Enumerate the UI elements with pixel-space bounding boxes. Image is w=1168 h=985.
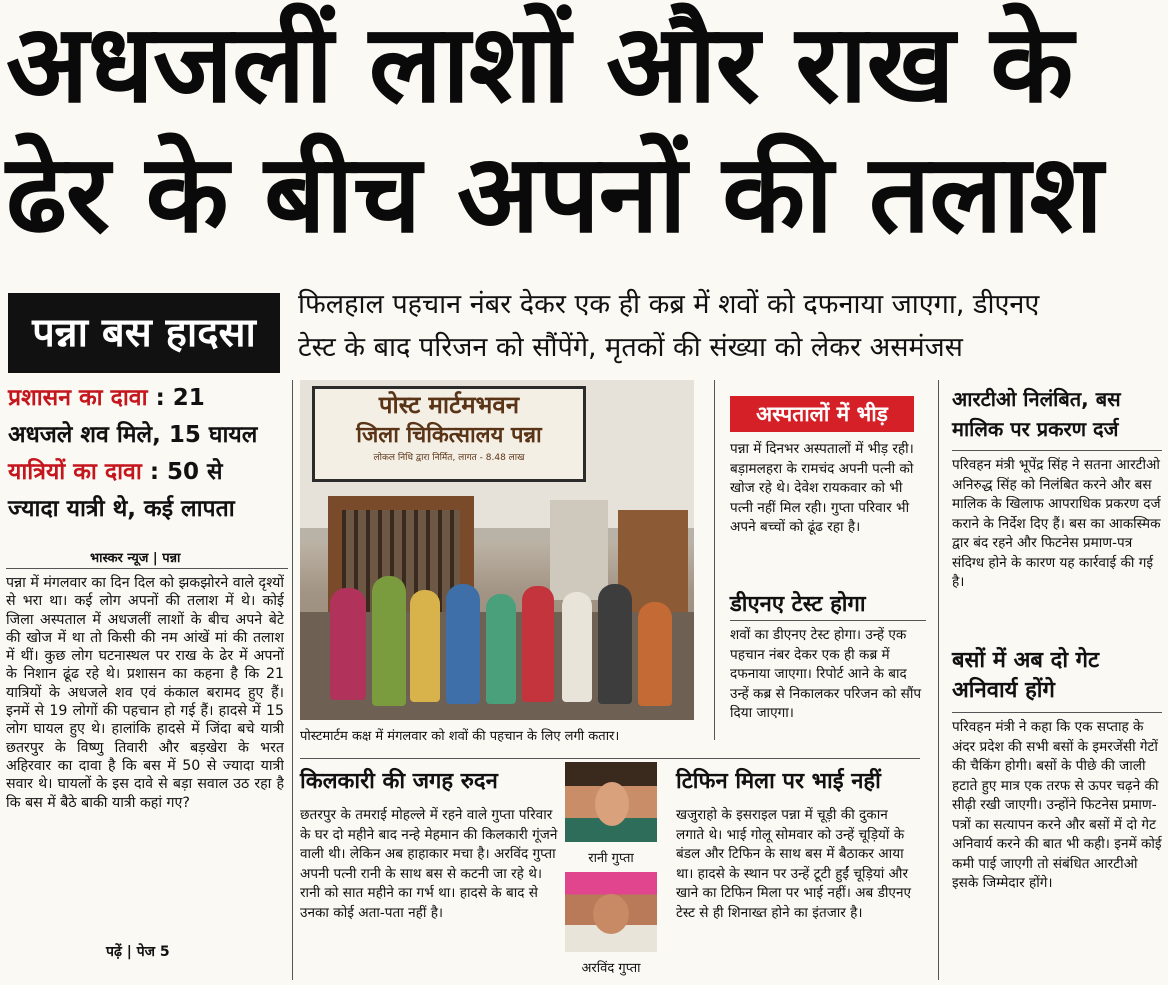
deck: [298, 283, 1158, 369]
continued-link[interactable]: पढ़ें | पेज 5: [106, 944, 170, 960]
rto-text: परिवहन मंत्री भूपेंद्र सिंह ने सतना आरटीओ अनिरुद्ध सिंह को निलंबित करने और बस मालिक के खिलाफ आपराधिक प्रकरण दर्ज कराने के निर्देश दिए हैं। बस का आकस्मिक द्वार बंद रहने और फिटनेस प्रमाण-पत्र संदिग्ध होने के कारण यह कार्रवाई की गई है।: [952, 457, 1161, 590]
divider: [300, 758, 920, 759]
headline-line-2: ढेर के बीच अपनों की तलाश: [6, 132, 1103, 257]
rto-title: आरटीओ निलंबित, बस मालिक पर प्रकरण दर्ज: [952, 387, 1121, 441]
divider: [714, 380, 715, 740]
passenger-claim-count: : 50 से: [141, 459, 223, 485]
hospital-title-box: अस्पतालों में भीड़: [730, 396, 914, 432]
post-mortem-photo: [300, 380, 694, 720]
kicker-box: पन्ना बस हादसा: [8, 293, 280, 373]
building-sign: पोस्ट मार्टमभवन जिला चिकित्सालय पन्ना लोकल निधि द्वारा निर्मित, लागत - 8.48 लाख: [312, 386, 586, 482]
tiffin-title: टिफिन मिला पर भाई नहीं: [676, 769, 881, 794]
admin-claim-label: प्रशासन का दावा: [8, 385, 148, 411]
arvind-gupta-photo: [565, 872, 657, 952]
divider: [938, 380, 939, 980]
dna-title: डीएनए टेस्ट होगा: [730, 592, 866, 617]
rani-gupta-caption: रानी गुप्ता: [588, 851, 634, 866]
kilkari-text: छतरपुर के तमराई मोहल्ले में रहने वाले गुप्ता परिवार के घर दो महीने बाद नन्हे मेहमान की किलकारी गूंजने वाली थी। लेकिन अब हाहाकार मचा है। अरविंद गुप्ता अपनी पत्नी रानी के साथ बस से कटनी जा रहे थे। रानी को सात महीने का गर्भ था। हादसे के बाद से उनका कोई अता-पता नहीं है।: [300, 807, 558, 921]
passenger-claim-detail: ज्यादा यात्री थे, कई लापता: [8, 496, 235, 522]
gates-title: बसों में अब दो गेट अनिवार्य होंगे: [952, 648, 1100, 703]
main-story-text: पन्ना में मंगलवार का दिन दिल को झकझोरने वाले दृश्यों से भरा था। कई लोग अपनों की तलाश में थे। कोई जिला अस्पताल में अधजलीं लाशों के बीच अपने बेटे की खोज में था तो किसी की नम आंखें मां की तलाश में थीं। कुछ लोग घटनास्थल पर राख के ढेर में अपनों के निशान ढूंढ रहे थे। प्रशासन का कहना है कि 21 यात्रियों के अधजले शव एवं कंकाल बरामद हुए हैं। इनमें से 19 लोगों की पहचान हो गई हैं। हादसे में 15 लोग घायल हुए थे। हालांकि हादसे में जिंदा बचे यात्री छतरपुर के विष्णु तिवारी और बड़खेरा के भरत अहिरवार का दावा है कि बस में 50 से ज्यादा यात्री सवार थे। घायलों के इस दावे से बड़ा सवाल उठ रहा है कि बस में बैठे बाकी यात्री कहां गए?: [6, 575, 284, 811]
byline: भास्कर न्यूज | पन्ना: [90, 551, 181, 566]
claims-block: [8, 380, 290, 528]
kilkari-title-box: किलकारी की जगह रुदन: [300, 769, 498, 794]
passenger-claim-label: यात्रियों का दावा: [8, 459, 142, 485]
divider: [730, 620, 926, 621]
hospital-text: पन्ना में दिनभर अस्पतालों में भीड़ रही। बड़ामलहरा के रामचंद अपनी पत्नी को खोज रहे थे। देवेश रायकवार को भी पत्नी नहीं मिल रही। गुप्ता परिवार भी अपने बच्चों को ढूंढ रहा है।: [730, 441, 914, 535]
photo-caption: पोस्टमार्टम कक्ष में मंगलवार को शवों की पहचान के लिए लगी कतार।: [300, 729, 620, 744]
gates-text: परिवहन मंत्री ने कहा कि एक सप्ताह के अंदर प्रदेश की सभी बसों के इमरजेंसी गेटों की चैकिंग होगी। बसों के पीछे की जाली हटाते हुए मात्र एक तरफ से ऊपर चढ़ने की सीढ़ी रखी जाएगी। उन्होंने फिटनेस प्रमाण-पत्रों का सत्यापन करने और बसों में दो गेट अनिवार्य करने की बात भी कही। इनमें कोई कमी पाई जाएगी तो संबंधित आरटीओ इसके जिम्मेदार होंगे।: [952, 719, 1162, 891]
divider: [292, 380, 293, 980]
dna-text: शवों का डीएनए टेस्ट होगा। उन्हें एक पहचान नंबर देकर एक ही कब्र में दफनाया जाएगा। रिपोर्ट आने के बाद उन्हें कब्र से निकालकर परिजन को सौंप दिया जाएगा।: [730, 627, 922, 721]
headline-line-1: अधजलीं लाशों और राख के: [6, 2, 1073, 127]
divider: [952, 712, 1162, 713]
rani-gupta-photo: [565, 762, 657, 842]
divider: [6, 568, 288, 569]
admin-claim-detail: अधजले शव मिले, 15 घायल: [8, 422, 258, 448]
tiffin-text: खजुराहो के इसराइल पन्ना में चूड़ी की दुकान लगाते थे। भाई गोलू सोमवार को उन्हें चूड़ियों के बंडल और टिफिन के साथ बस में बैठाकर आया था। हादसे के स्थान पर उन्हें टूटी हुईं चूड़ियां और खाने का टिफिन मिला पर भाई नहीं। अब डीएनए टेस्ट से ही शिनाख्त होने का इंतजार है।: [676, 807, 912, 921]
deck-line-1: फिलहाल पहचान नंबर देकर एक ही कब्र में शवों को दफनाया जाएगा, डीएनए: [298, 289, 1040, 320]
headline: [6, 0, 1166, 260]
deck-line-2: टेस्ट के बाद परिजन को सौंपेंगे, मृतकों की संख्या को लेकर असमंजस: [298, 332, 963, 363]
arvind-gupta-caption: अरविंद गुप्ता: [581, 961, 641, 976]
admin-claim-count: : 21: [147, 385, 205, 411]
divider: [952, 450, 1162, 451]
